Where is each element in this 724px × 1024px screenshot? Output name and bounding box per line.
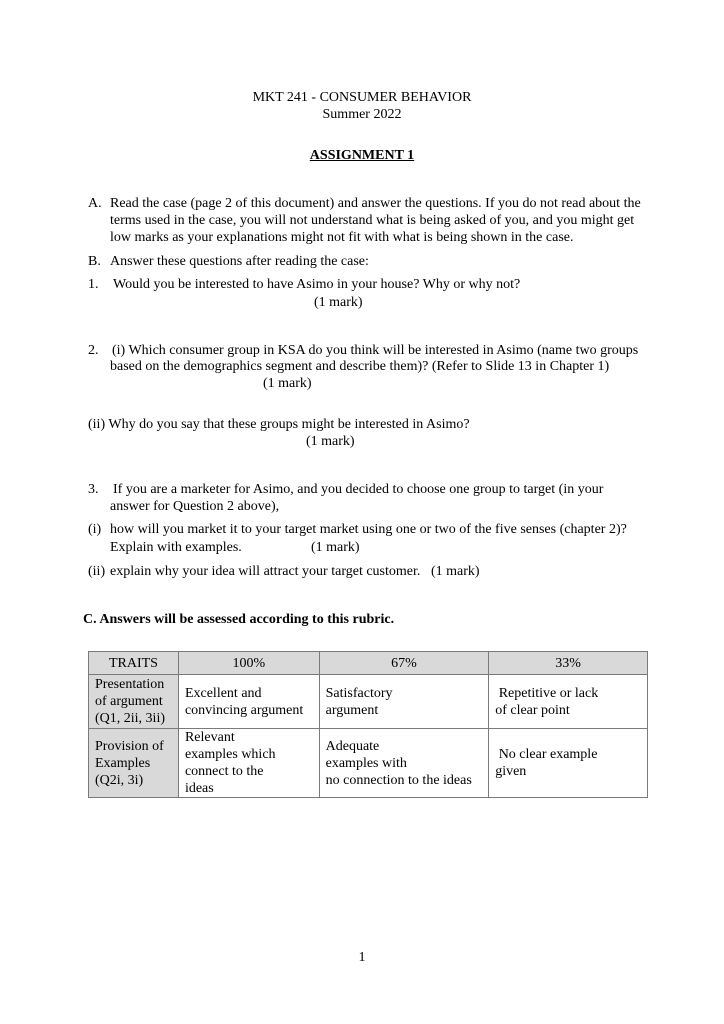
cell-line: of clear point: [495, 702, 570, 718]
cell-67: [319, 729, 489, 798]
cell-100: [178, 729, 319, 798]
page-number: 1: [358, 950, 366, 965]
cell-line: Adequate: [325, 738, 380, 754]
q3-label: 3.: [88, 482, 99, 497]
trait-line: (Q2i, 3i): [95, 772, 144, 788]
section-b-text: Answer these questions after reading the case:: [110, 254, 369, 269]
trait-presentation: [89, 675, 179, 729]
q2-ii-mark: (1 mark): [306, 434, 355, 449]
section-a-label: A.: [88, 196, 102, 211]
trait-examples: [89, 729, 179, 798]
cell-line: Repetitive or lack: [495, 685, 599, 701]
table-row: [89, 729, 648, 798]
section-a-line-2: terms used in the case, you will not understand what is being asked of you, and you might get: [110, 213, 635, 228]
q3-ii-label: (ii): [88, 564, 106, 579]
trait-line: Provision of: [95, 738, 164, 754]
rubric-table: [88, 651, 648, 798]
cell-line: no connection to the ideas: [325, 772, 472, 788]
header-traits: TRAITS: [89, 652, 179, 675]
q3-i-line-1: how will you market it to your target market using one or two of the five senses (chapter 2)?: [110, 522, 627, 537]
q2-mark: (1 mark): [263, 376, 312, 391]
cell-line: Relevant: [184, 730, 235, 745]
trait-line: Presentation: [95, 677, 165, 692]
table-row: [89, 675, 648, 729]
cell-line: Excellent and: [184, 685, 262, 701]
q3-line-2: answer for Question 2 above),: [110, 499, 280, 514]
q2-ii-text: (ii) Why do you say that these groups might be interested in Asimo?: [88, 417, 470, 432]
section-a-line-1: Read the case (page 2 of this document) and answer the questions. If you do not read about the: [110, 196, 641, 211]
q3-i-label: (i): [88, 522, 102, 537]
q2-line-1: (i) Which consumer group in KSA do you think will be interested in Asimo (name two groups: [112, 343, 639, 358]
trait-line: of argument: [95, 694, 163, 709]
q2-line-2: based on the demographics segment and describe them)? (Refer to Slide 13 in Chapter 1): [110, 359, 610, 374]
cell-33: [489, 675, 648, 729]
q3-ii-mark: (1 mark): [431, 564, 480, 579]
course-title: MKT 241 - CONSUMER BEHAVIOR: [252, 90, 472, 105]
assignment-title: ASSIGNMENT 1: [309, 148, 415, 163]
cell-line: examples which: [184, 747, 276, 762]
cell-line: Satisfactory: [325, 685, 393, 701]
term: Summer 2022: [322, 107, 402, 122]
header-67: 67%: [319, 652, 489, 675]
cell-line: argument: [325, 702, 379, 718]
header-100: 100%: [178, 652, 319, 675]
q3-ii-text: explain why your idea will attract your target customer.: [110, 564, 421, 579]
trait-line: (Q1, 2ii, 3ii): [95, 711, 165, 726]
cell-line: given: [495, 764, 527, 779]
section-c-heading: C. Answers will be assessed according to this rubric.: [83, 612, 395, 627]
cell-line: connect to the: [184, 764, 264, 779]
q3-i-line-2: Explain with examples.: [110, 540, 242, 555]
cell-line: ideas: [184, 781, 214, 796]
section-b-label: B.: [88, 254, 101, 269]
cell-33: [489, 729, 648, 798]
cell-line: No clear example: [495, 747, 598, 762]
q2-label: 2.: [88, 343, 99, 358]
cell-67: [319, 675, 489, 729]
section-a-line-3: low marks as your explanations might not fit with what is being shown in the case.: [110, 230, 574, 245]
q1-mark: (1 mark): [314, 295, 363, 310]
q1-label: 1.: [88, 277, 99, 292]
cell-line: examples with: [325, 755, 407, 771]
q3-line-1: If you are a marketer for Asimo, and you decided to choose one group to target (in your: [113, 482, 604, 497]
header-33: 33%: [489, 652, 648, 675]
rubric-header-row: [89, 652, 648, 675]
cell-100: [178, 675, 319, 729]
q1-text: Would you be interested to have Asimo in your house? Why or why not?: [113, 277, 521, 292]
q3-i-mark: (1 mark): [311, 540, 360, 555]
cell-line: convincing argument: [184, 702, 304, 718]
trait-line: Examples: [95, 755, 151, 771]
